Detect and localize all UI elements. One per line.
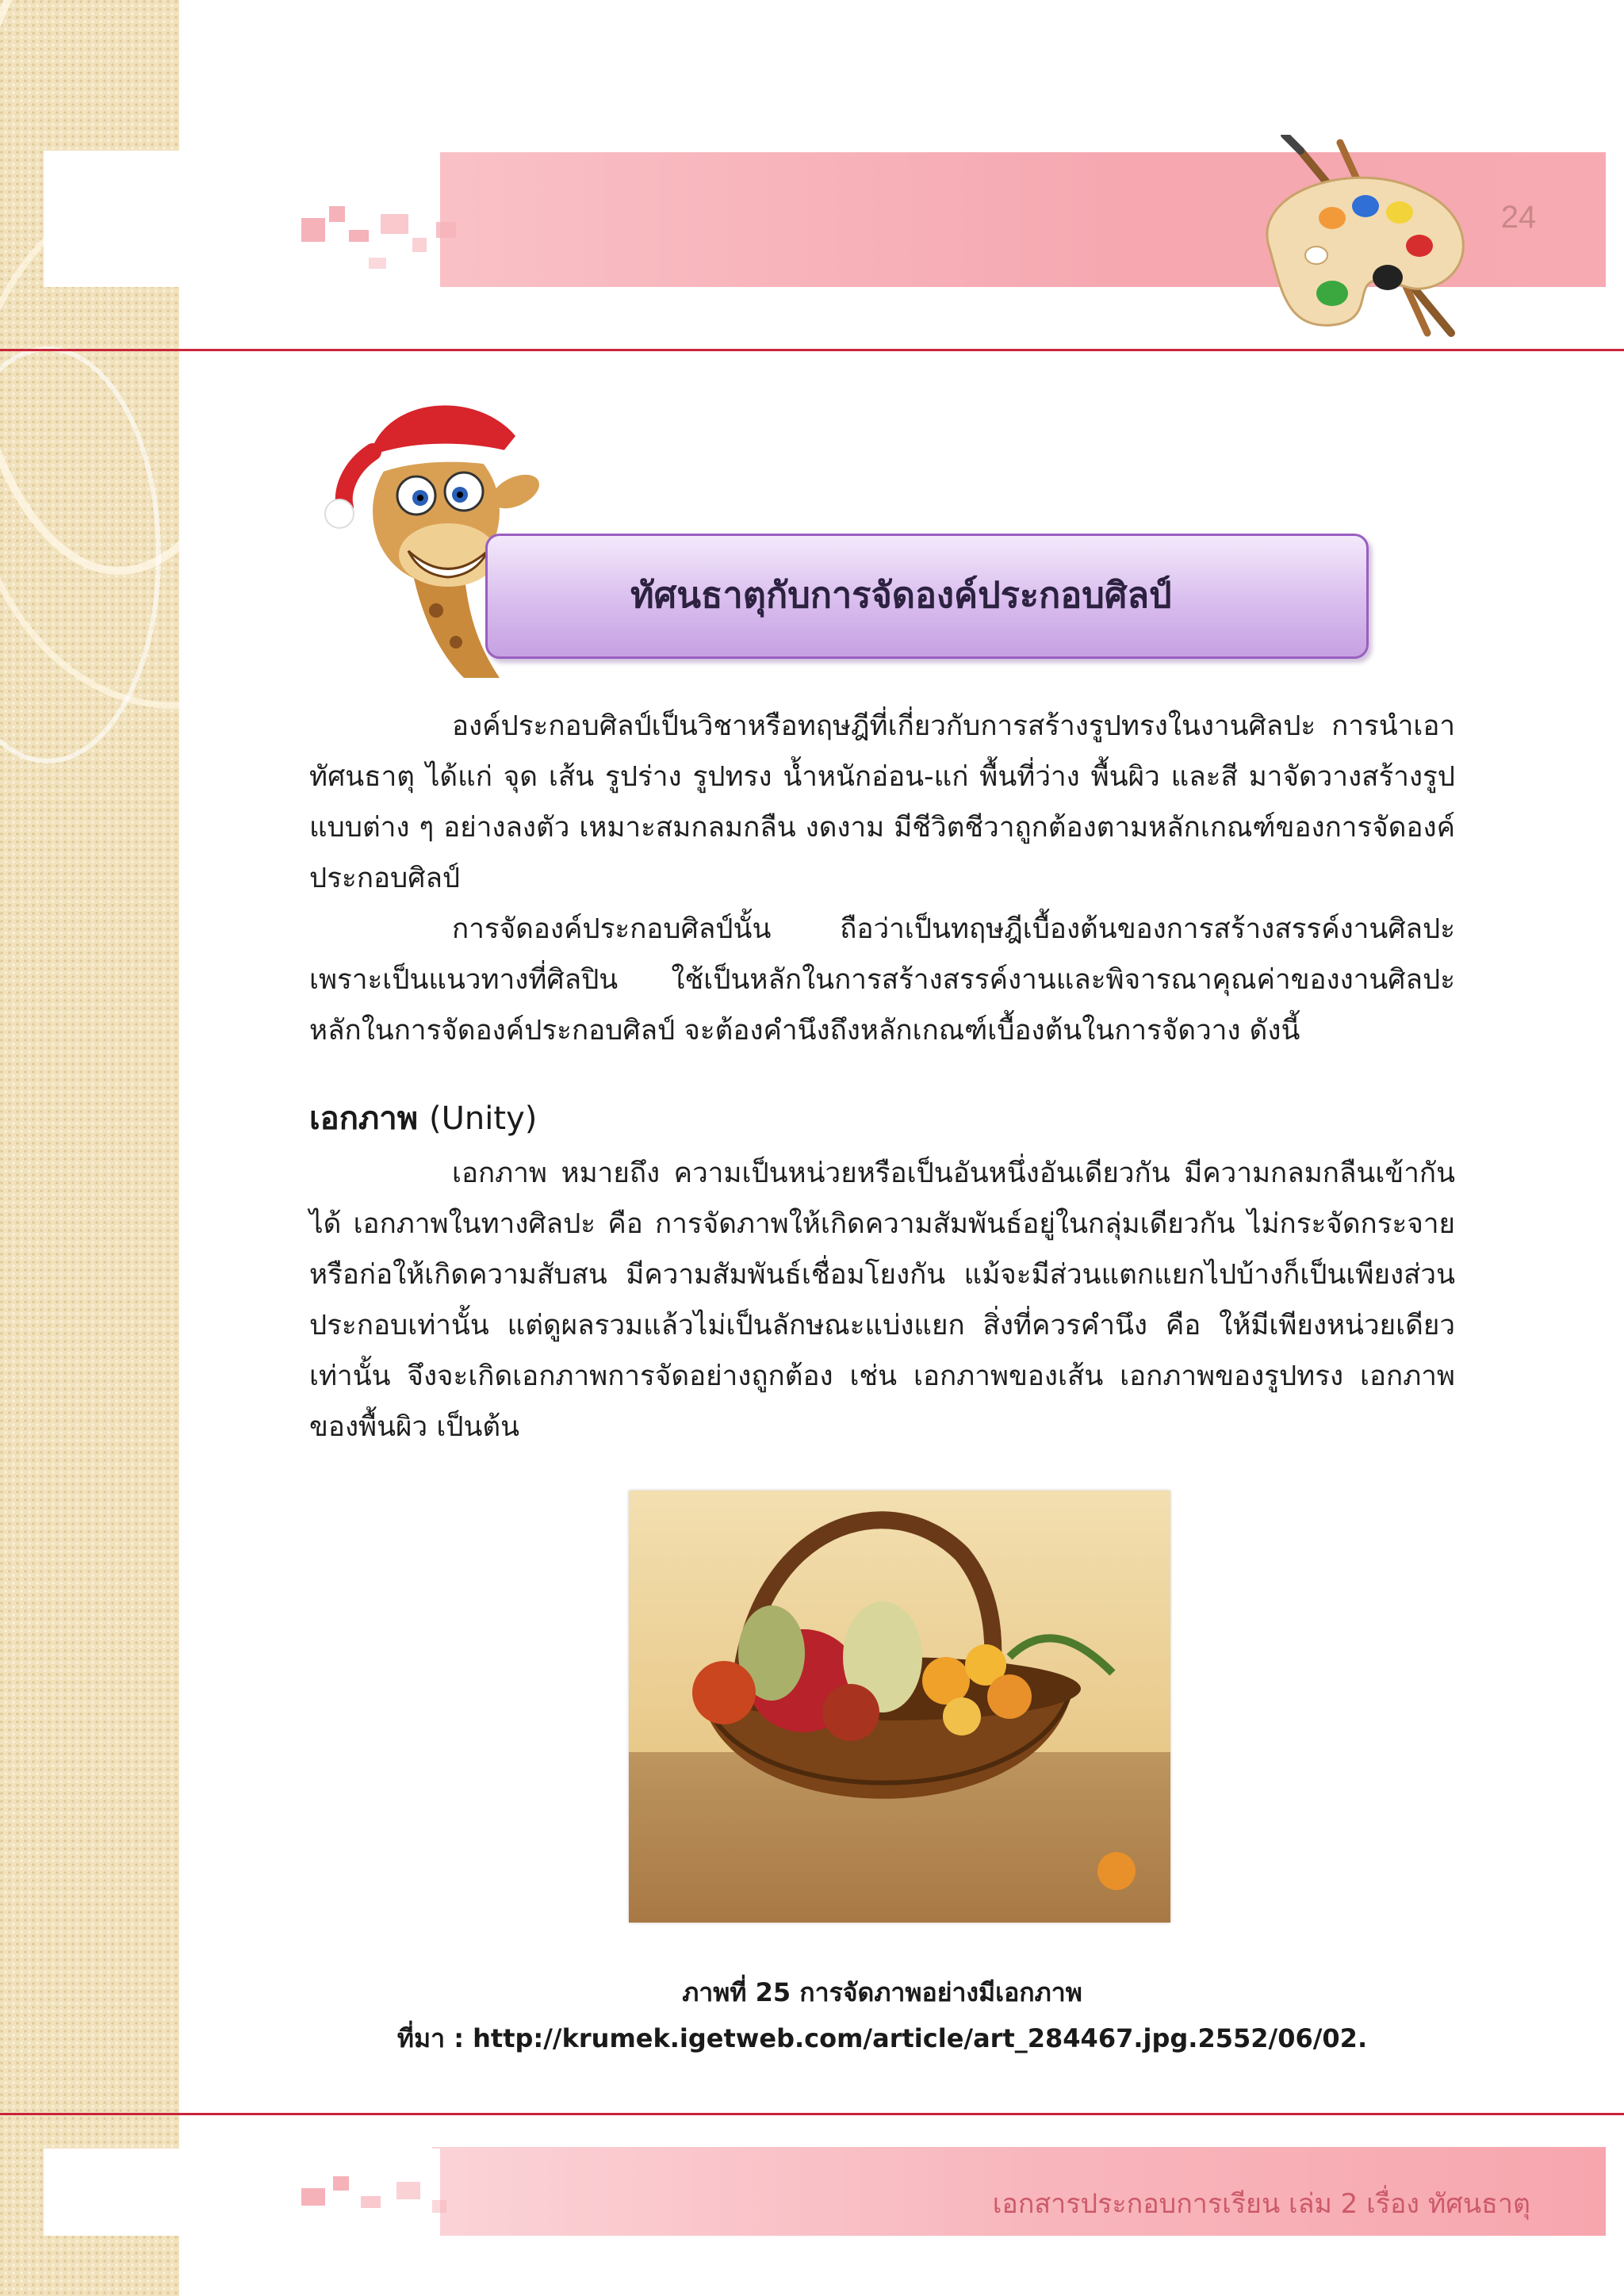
footer-title: เอกสารประกอบการเรียน เล่ม 2 เรื่อง ทัศนธาตุ	[992, 2188, 1530, 2220]
paint-palette-icon	[1237, 135, 1491, 341]
section-heading	[309, 1093, 537, 1143]
page-title: ทัศนธาตุกับการจัดองค์ประกอบศิลป์	[630, 574, 1172, 616]
fruit-basket-image	[629, 1490, 1170, 1923]
page-number: 24	[1500, 200, 1537, 235]
footer-white-block	[44, 2149, 440, 2236]
intro-paragraph-2-text: การจัดองค์ประกอบศิลป์นั้น ถือว่าเป็นทฤษฎีเบื้องต้นของการสร้างสรรค์งานศิลปะ เพราะเป็นแนวทางที่ศิลปิน ใช้เป็นหลักในการสร้างสรรค์งานและพิจารณาคุณค่าของงานศิลปะ หลักในการจัดองค์ประกอบศิลป์ จะต้องคำนึงถึงหลักเกณฑ์เบื้องต้นในการจัดวาง ดังนี้	[309, 913, 1455, 1047]
unity-paragraph-text: เอกภาพ หมายถึง ความเป็นหน่วยหรือเป็นอันหนึ่งอันเดียวกัน มีความกลมกลืนเข้ากันได้ เอกภาพในทางศิลปะ คือ การจัดภาพให้เกิดความสัมพันธ์อยู่ในกลุ่มเดียวกัน ไม่กระจัดกระจาย หรือก่อให้เกิดความสับสน มีความสัมพันธ์เชื่อมโยงกัน แม้จะมีส่วนแตกแยกไปบ้างก็เป็นเพียงส่วนประกอบเท่านั้น แต่ดูผลรวมแล้วไม่เป็นลักษณะแบ่งแยก สิ่งที่ควรคำนึง คือ ให้มีเพียงหน่วยเดียวเท่านั้น จึงจะเกิดเอกภาพการจัดอย่างถูกต้อง เช่น เอกภาพของเส้น เอกภาพของรูปทรง เอกภาพของพื้นผิว เป็นต้น	[309, 1158, 1455, 1443]
side-decor-strip	[0, 0, 179, 2296]
section-heading-thai: เอกภาพ	[309, 1100, 419, 1137]
figure-caption: ภาพที่ 25 การจัดภาพอย่างมีเอกภาพ	[682, 1977, 1082, 2007]
fruit-basket-painting	[629, 1490, 1170, 1923]
swirl-decor	[0, 0, 179, 2296]
unity-paragraph	[309, 1148, 1455, 1452]
footer-rule	[0, 2113, 1624, 2115]
figure-source: ที่มา : http://krumek.igetweb.com/article/art_284467.jpg.2552/06/02.	[396, 2023, 1368, 2053]
intro-paragraph-1	[309, 701, 1455, 904]
intro-paragraph-2	[309, 904, 1455, 1056]
intro-paragraph-1-text: องค์ประกอบศิลป์เป็นวิชาหรือทฤษฎีที่เกี่ยวกับการสร้างรูปทรงในงานศิลปะ การนำเอาทัศนธาตุ ได้แก่ จุด เส้น รูปร่าง รูปทรง น้ำหนักอ่อน-แก่ พื้นที่ว่าง พื้นผิว และสี มาจัดวางสร้างรูปแบบต่าง ๆ อย่างลงตัว เหมาะสมกลมกลืน งดงาม มีชีวิตชีวาถูกต้องตามหลักเกณฑ์ของการจัดองค์ประกอบศิลป์	[309, 710, 1455, 894]
section-title-box	[485, 534, 1369, 659]
section-heading-english: (Unity)	[429, 1100, 538, 1137]
header-rule	[0, 349, 1624, 351]
